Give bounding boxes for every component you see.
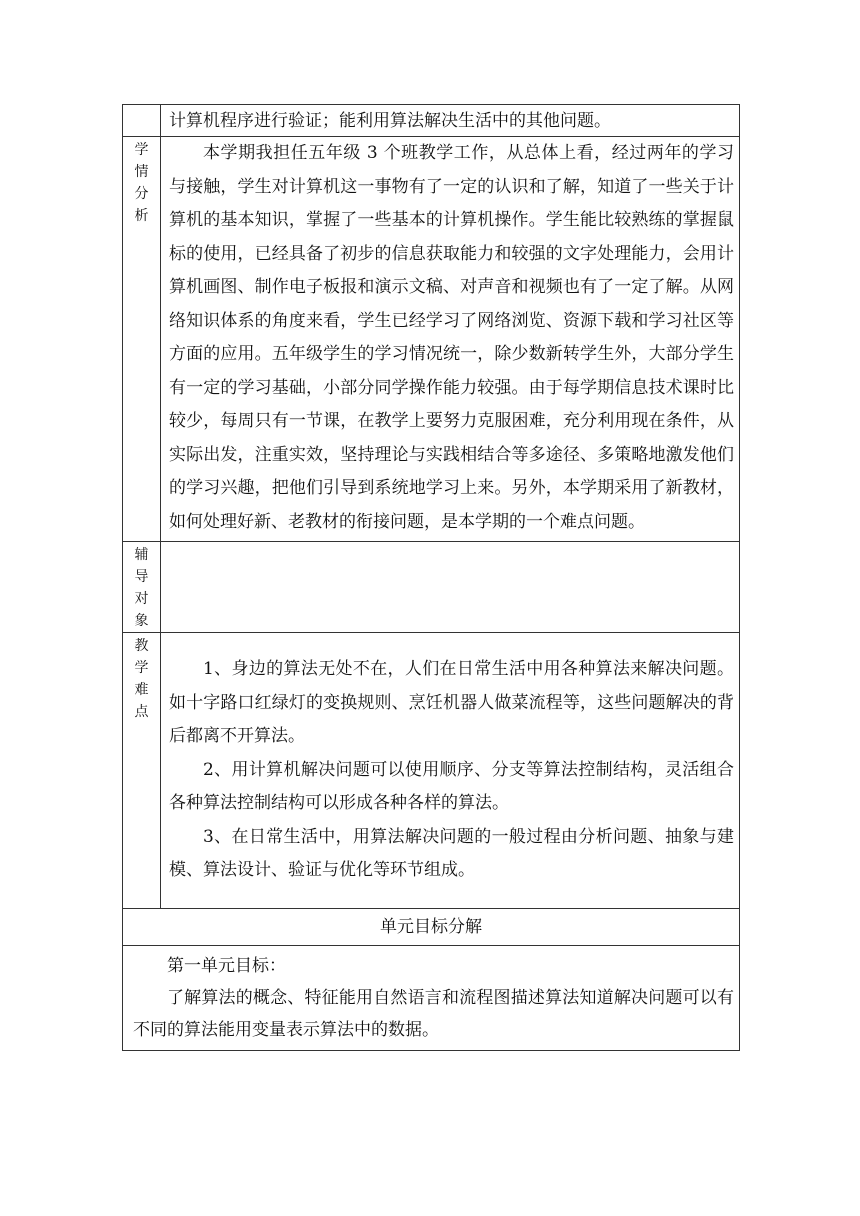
difficulty-label <box>123 633 161 909</box>
analysis-text: 本学期我担任五年级 3 个班教学工作，从总体上看，经过两年的学习与接触，学生对计算机这一事物有了一定的认识和了解，知道了一些关于计算机的基本知识，掌握了一些基本的计算机操作。学生能比较熟练的掌握鼠标的使用，已经具备了初步的信息获取能力和较强的文字处理能力，会用计算机画图、制作电子板报和演示文稿、对声音和视频也有了一定了解。从网络知识体系的角度来看，学生已经学习了网络浏览、资源下载和学习社区等方面的应用。五年级学生的学习情况统一，除少数新转学生外，大部分学生有一定的学习基础，小部分同学操作能力较强。由于每学期信息技术课时比较少，每周只有一节课，在教学上要努力克服困难，充分利用现在条件，从实际出发，注重实效，坚持理论与实践相结合等多途径、多策略地激发他们的学习兴趣，把他们引导到系统地学习上来。另外，本学期采用了新教材，如何处理好新、老教材的衔接问题，是本学期的一个难点问题。 <box>169 143 734 532</box>
tutoring-label <box>123 542 161 633</box>
empty-label-cell <box>123 105 161 137</box>
difficulty-item: 2、用计算机解决问题可以使用顺序、分支等算法控制结构，灵活组合各种算法控制结构可以形成各种各样的算法。 <box>169 759 734 813</box>
label-char: 辅 <box>134 547 149 563</box>
label-char: 分 <box>134 186 149 202</box>
unit-goal-text: 了解算法的概念、特征能用自然语言和流程图描述算法知道解决问题可以有不同的算法能用变量表示算法中的数据。 <box>133 987 734 1040</box>
label-char: 难 <box>134 682 149 698</box>
analysis-label <box>123 137 161 542</box>
continuation-text: 计算机程序进行验证；能利用算法解决生活中的其他问题。 <box>161 105 740 137</box>
row-analysis <box>123 137 740 542</box>
tutoring-content <box>161 542 740 633</box>
label-char: 教 <box>134 638 149 654</box>
difficulty-item: 3、在日常生活中，用算法解决问题的一般过程由分析问题、抽象与建模、算法设计、验证与优化等环节组成。 <box>169 826 734 880</box>
plan-table <box>122 104 740 1051</box>
row-tutoring <box>123 542 740 633</box>
row-unit-header <box>123 908 740 945</box>
label-char: 导 <box>134 569 149 585</box>
label-char: 象 <box>134 613 149 629</box>
unit-header: 单元目标分解 <box>123 908 740 945</box>
label-char: 学 <box>134 142 149 158</box>
row-continuation <box>123 105 740 137</box>
label-char: 学 <box>134 660 149 676</box>
difficulty-item: 1、身边的算法无处不在，人们在日常生活中用各种算法来解决问题。如十字路口红绿灯的变换规则、烹饪机器人做菜流程等，这些问题解决的背后都离不开算法。 <box>169 659 734 746</box>
unit-goal-heading: 第一单元目标： <box>167 955 286 976</box>
row-difficulty <box>123 633 740 909</box>
label-char: 情 <box>134 164 149 180</box>
label-char: 点 <box>134 704 149 720</box>
label-char: 对 <box>134 591 149 607</box>
row-unit-goal <box>123 945 740 1050</box>
label-char: 析 <box>134 208 149 224</box>
